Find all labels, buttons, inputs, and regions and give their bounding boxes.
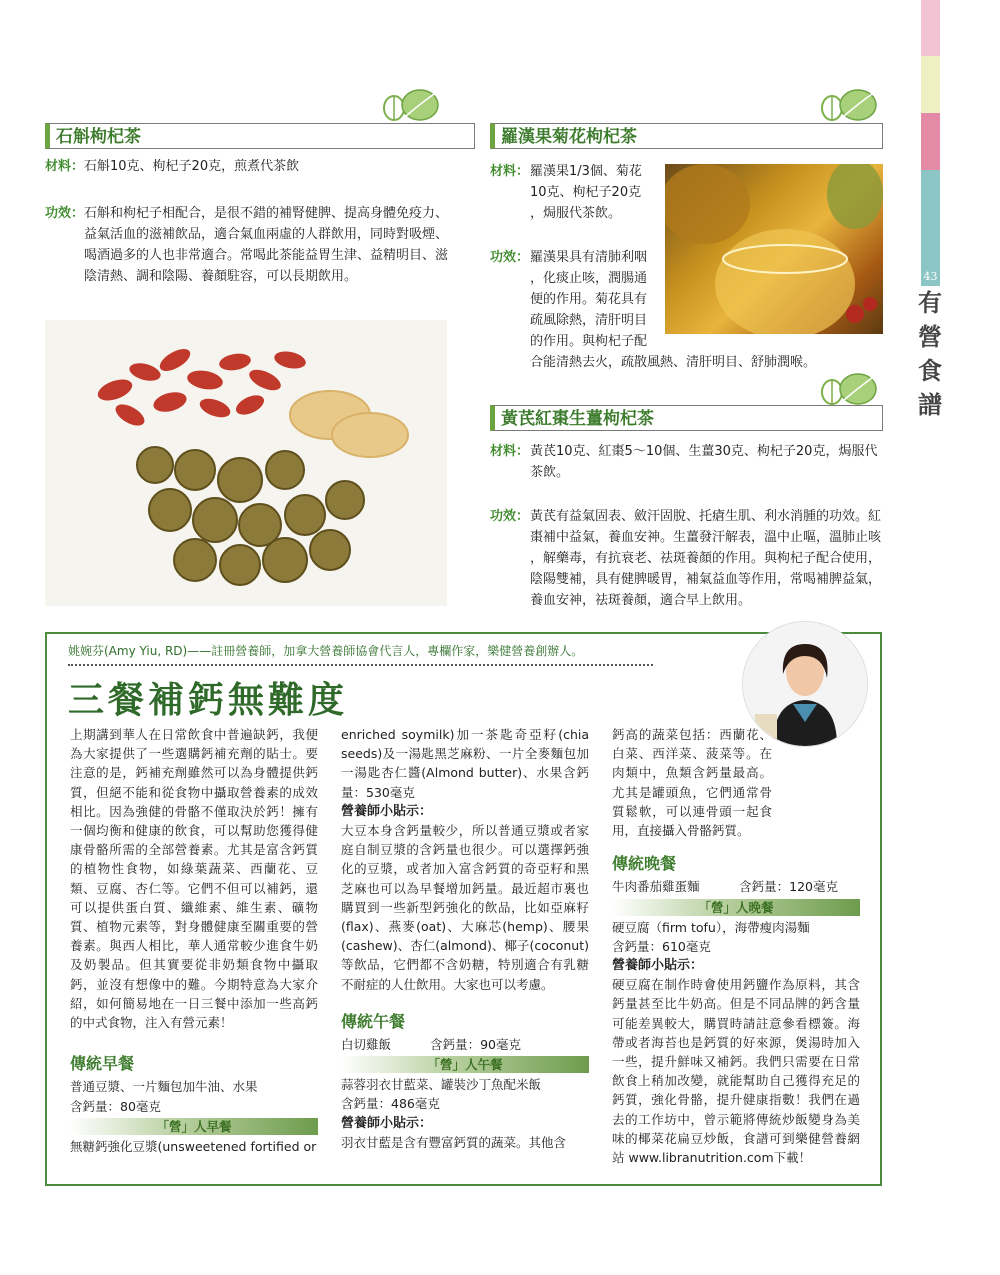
breakfast-dietitian-tip: 大豆本身含鈣量較少，所以普通豆漿或者家庭自制豆漿的含鈣量也很少。可以選擇鈣強化的豆漿，或者加入富含鈣質的奇亞籽和黑芝麻也可以為早餐增加鈣量。最近超市裏也購買到一些新型鈣強化的飲品，比如亞麻籽(flax)、燕麥(oat)、大麻芯(hemp)、腰果(cashew)、杏仁(almond)、椰子(coconut)等飲品，它們都不含奶糖，特別適合有乳糖不耐症的人仕飲用。大家也可以考慮。 <box>341 823 589 992</box>
recipe2-effect <box>490 247 820 373</box>
effect-line: ，解藥毒，有抗衰老、祛斑養顏的作用。與枸杞子配合使用， <box>530 551 882 566</box>
recipe-title-3: 黃芪紅棗生薑枸杞茶 <box>490 405 883 431</box>
dotted-divider <box>68 664 653 666</box>
section-title-char: 譜 <box>918 390 942 419</box>
effect-line: 便的作用。菊花具有 <box>530 292 648 307</box>
healthy-dinner-bar: 「營」人晚餐 <box>612 899 860 916</box>
dinner-items: 硬豆腐（firm tofu），海帶瘦肉湯麵 <box>612 919 810 935</box>
materials-label: 材料： <box>490 444 530 459</box>
effect-label: 功效： <box>45 206 85 221</box>
materials-line: ，焗服代茶飲。 <box>530 206 622 221</box>
effect-label: 功效： <box>490 250 530 265</box>
effect-line: 益氣活血的滋補飲品，適合氣血兩虛的人群飲用，同時對吸煙、 <box>84 227 449 242</box>
dietitian-tip-label: 營養師小貼示： <box>341 803 433 819</box>
lunch-calcium: 含鈣量：90毫克 <box>430 1037 521 1053</box>
effect-line: 羅漢果具有清肺利咽 <box>530 250 648 265</box>
author-byline: 姚婉芬(Amy Yiu, RD)——註冊營養師，加拿大營養師協會代言人，專欄作家，樂健營養創辦人。 <box>68 644 584 658</box>
materials-text: 石斛10克、枸杞子20克，煎煮代茶飲 <box>84 159 300 174</box>
side-tab-rose <box>921 113 940 170</box>
healthy-lunch-bar: 「營」人午餐 <box>341 1056 589 1073</box>
dietitian-tip-label: 營養師小貼示： <box>341 1115 433 1131</box>
effect-line: 喝酒過多的人也非常適合。常喝此茶能益胃生津、益精明目、滋 <box>84 248 449 263</box>
article-column-1 <box>70 725 318 1156</box>
recipe3-effect <box>490 506 885 611</box>
materials-label: 材料： <box>490 164 530 179</box>
lunch-item: 白切雞飯 <box>341 1037 392 1053</box>
lunch-calcium-2: 含鈣量：486毫克 <box>341 1096 440 1112</box>
breakfast-heading: 傳統早餐 <box>70 1054 135 1074</box>
effect-line: 疏風除熱，清肝明目 <box>530 313 648 328</box>
article-title: 三餐補鈣無難度 <box>68 680 349 721</box>
section-title-char: 食 <box>918 356 942 385</box>
side-tab-yellow <box>921 56 940 113</box>
lunch-tip-cont: 鈣高的蔬菜包括：西蘭花、白菜、西洋菜、菠菜等。在肉類中，魚類含鈣量最高。尤其是罐頭魚，它們通常骨質鬆軟，可以連骨頭一起食用，直接攝入骨骼鈣質。 <box>612 727 772 839</box>
leaf-icon <box>818 88 880 122</box>
side-tab-teal <box>921 170 940 268</box>
dinner-calcium: 含鈣量：120毫克 <box>739 879 838 895</box>
lunch-heading: 傳統午餐 <box>341 1011 406 1031</box>
lunch-row <box>341 1035 521 1054</box>
effect-line: 陰清熱、調和陰陽、養顏駐容，可以長期飲用。 <box>84 269 358 284</box>
effect-line: 黃芪有益氣固表、斂汗固脫、托瘡生肌、利水消腫的功效。紅 <box>530 509 882 524</box>
effect-line: 養血安神，祛斑養顏，適合早上飲用。 <box>530 593 752 608</box>
article-column-2 <box>341 725 589 1152</box>
effect-line: 合能清熱去火，疏散風熱、清肝明目、舒肺潤喉。 <box>530 355 817 370</box>
materials-line: 10克、枸杞子20克 <box>530 185 642 200</box>
breakfast-calcium: 含鈣量：80毫克 <box>70 1098 161 1114</box>
dinner-item: 牛肉番茄雞蛋麵 <box>612 879 700 895</box>
leaf-icon <box>818 372 880 406</box>
goji-dendrobium-photo <box>45 320 447 606</box>
breakfast-tip-start: 無糖鈣強化豆漿(unsweetened fortified or <box>70 1138 317 1154</box>
section-title-char: 有 <box>918 288 942 317</box>
article-column-3 <box>612 725 860 1167</box>
page-number: 43 <box>921 268 940 286</box>
materials-line: 羅漢果1/3個、菊花 <box>530 164 642 179</box>
effect-line: 石斛和枸杞子相配合，是很不錯的補腎健脾、提高身體免疫力、 <box>84 206 449 221</box>
effect-line: 陰陽雙補，具有健脾暖胃，補氣益血等作用，常喝補脾益氣， <box>530 572 882 587</box>
dinner-dietitian-tip: 硬豆腐在制作時會使用鈣鹽作為原料，其含鈣量甚至比牛奶高。但是不同品牌的鈣含量可能差異較大，購買時請註意參看標簽。海帶或者海苔也是鈣質的好來源，煲湯時加入一些，提升鮮味又補鈣。我們只需要在日常飲食上稍加改變，就能幫助自己獲得充足的鈣質，強化骨骼，提升健康指數！我們在過去的工作坊中，曾示範將傳統炒飯變身為美味的椰菜花扁豆炒飯，食譜可到樂健營養網站 www.libranutrition.com下載！ <box>612 977 860 1166</box>
effect-line: ，化痰止咳，潤腸通 <box>530 271 648 286</box>
recipe-title-2: 羅漢果菊花枸杞茶 <box>490 123 883 149</box>
leaf-icon <box>380 88 442 122</box>
section-title <box>917 286 943 422</box>
recipe-title-1: 石斛枸杞茶 <box>45 123 475 149</box>
side-tab-pink <box>921 0 940 56</box>
lunch-dietitian-tip: 羽衣甘藍是含有豐富鈣質的蔬菜。其他含 <box>341 1134 567 1150</box>
dinner-row <box>612 877 838 896</box>
materials-line: 黃芪10克、紅棗5～10個、生薑30克、枸杞子20克，焗服代 <box>530 444 878 459</box>
breakfast-tip-cont: enriched soymilk)加一茶匙奇亞籽(chia seeds)及一湯匙黑芝麻粉、一片全麥麵包加一湯匙杏仁醬(Almond butter)、水果含鈣量：530毫克 <box>341 727 589 800</box>
effect-line: 棗補中益氣，養血安神。生薑發汗解表，溫中止嘔，溫肺止咳 <box>530 530 882 545</box>
dinner-heading: 傳統晚餐 <box>612 854 677 874</box>
effect-label: 功效： <box>490 509 530 524</box>
recipe2-materials <box>490 161 660 224</box>
dietitian-tip-label: 營養師小貼示： <box>612 958 704 974</box>
effect-line: 的作用。與枸杞子配 <box>530 334 648 349</box>
intro-paragraph: 上期講到華人在日常飲食中普遍缺鈣，我便為大家提供了一些選購鈣補充劑的貼士。要注意的是，鈣補充劑雖然可以為身體提供鈣質，但絕不能和從食物中攝取營養素的成效相比。因為強健的骨骼不僅取決於鈣！擁有一個均衡和健康的飲食，可以幫助您獲得健康骨骼所需的全部營養素。尤其是富含鈣質的植物性食物，如綠葉蔬菜、西蘭花、豆類、豆腐、杏仁等。它們不但可以補鈣，還可以提供蛋白質、纖維素、維生素、礦物質、植物元素等，對身體健康至關重要的營養素。與西人相比，華人通常較少進食牛奶及奶製品。但其實要從非奶類食物中攝取鈣，並沒有想像中的難。今期特意為大家介紹，如何簡易地在一日三餐中添加一些高鈣的中式食物，注入有營元素！ <box>70 727 318 1031</box>
recipe1-materials <box>45 156 465 177</box>
dinner-calcium-2: 含鈣量：610毫克 <box>612 938 711 954</box>
materials-line: 茶飲。 <box>530 465 570 480</box>
healthy-breakfast-bar: 「營」人早餐 <box>70 1118 318 1135</box>
materials-label: 材料： <box>45 159 85 174</box>
recipe1-effect <box>45 203 465 287</box>
lunch-items: 蒜蓉羽衣甘藍菜、罐裝沙丁魚配米飯 <box>341 1077 542 1093</box>
recipe3-materials <box>490 441 885 483</box>
breakfast-items: 普通豆漿、一片麵包加牛油、水果 <box>70 1079 258 1095</box>
section-title-char: 營 <box>918 322 942 351</box>
